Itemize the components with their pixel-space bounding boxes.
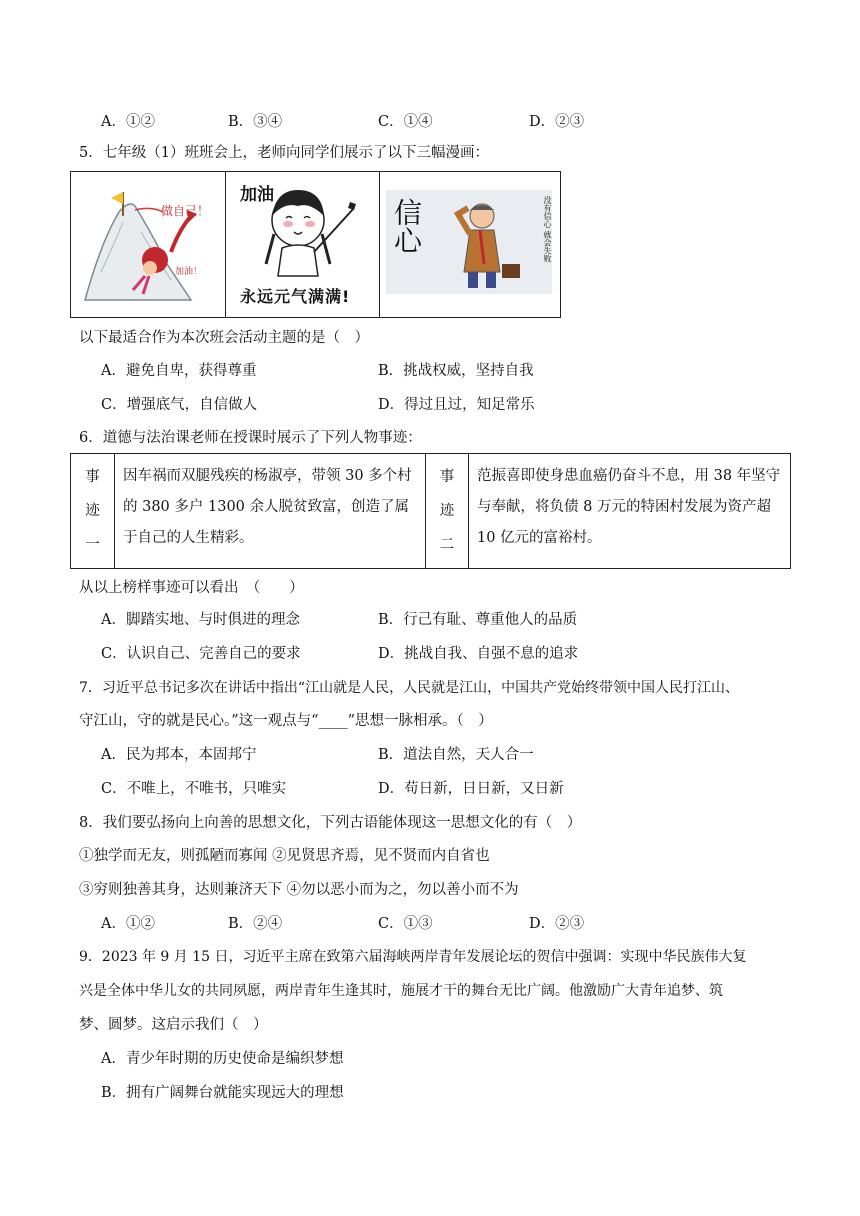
- q5-option-c: C．增强底气，自信做人: [101, 397, 258, 413]
- q7-stem-line2: 守江山，守的就是民心。”这一观点与“____”思想一脉相承。（ ）: [79, 713, 493, 729]
- q5-option-a: A．避免自卑，获得尊重: [101, 363, 257, 379]
- q6-option-b: B．行己有耻、尊重他人的品质: [378, 612, 578, 628]
- q6-option-c: C．认识自己、完善自己的要求: [101, 646, 301, 662]
- mountain-climber-illustration: [71, 172, 225, 316]
- q5-option-d: D．得过且过，知足常乐: [378, 397, 535, 413]
- q6-option-d: D．挑战自我、自强不息的追求: [378, 646, 579, 662]
- q4-option-d: D．②③: [529, 114, 585, 130]
- q6-stem: 6．道德与法治课老师在授课时展示了下列人物事迹：: [79, 430, 422, 446]
- q8-line2: ③穷则独善其身，达则兼济天下 ④勿以恶小而为之，勿以善小而不为: [79, 882, 519, 898]
- comic-cheering-girl: [225, 172, 379, 317]
- q5-option-b: B．挑战权威，坚持自我: [378, 363, 534, 379]
- q7-stem-line1: 7．习近平总书记多次在讲话中指出“江山就是人民，人民就是江山，中国共产党始终带领中国人民打江山、: [79, 680, 740, 696]
- q5-stem: 5．七年级（1）班班会上，老师向同学们展示了以下三幅漫画：: [79, 145, 489, 161]
- q9-stem-line3: 梦、圆梦。这启示我们（ ）: [79, 1017, 268, 1033]
- story2-text: 范振喜即使身患血癌仍奋斗不息，用 38 年坚守与奉献，将负债 8 万元的特困村发展为资产超 10 亿元的富裕村。: [468, 454, 789, 568]
- comic-climbing: [71, 172, 225, 317]
- q9-option-b: B．拥有广阔舞台就能实现远大的理想: [101, 1085, 344, 1101]
- q8-option-d: D．②③: [529, 916, 585, 932]
- q8-line1: ①独学而无友，则孤陋而寡闻 ②见贤思齐焉，见不贤而内自省也: [79, 848, 490, 864]
- story1-text: 因车祸而双腿残疾的杨淑亭，带领 30 多个村的 380 多户 1300 余人脱贫致富，创造了属于自己的人生精彩。: [114, 454, 425, 568]
- q7-option-c: C．不唯上，不唯书，只唯实: [101, 781, 287, 797]
- q6-option-a: A．脚踏实地、与时俱进的理念: [101, 612, 300, 628]
- comic1-small-text: 加油！: [175, 267, 203, 277]
- q9-stem-line2: 兴是全体中华儿女的共同夙愿，两岸青年生逢其时，施展才干的舞台无比广阔。他激励广大青年追梦、筑: [79, 983, 723, 999]
- q4-option-c: C．①④: [378, 114, 433, 130]
- story1-label: 事 迹 一: [85, 469, 100, 553]
- q4-option-b: B．③④: [228, 114, 283, 130]
- comic-confidence: [379, 172, 559, 317]
- q7-option-b: B．道法自然，天人合一: [378, 747, 534, 763]
- story2-label: 事 迹 二: [425, 454, 468, 568]
- q8-stem: 8．我们要弘扬向上向善的思想文化，下列古语能体现这一思想文化的有（ ）: [79, 815, 582, 831]
- q7-option-d: D．苟日新，日日新，又日新: [378, 781, 564, 797]
- comic1-flag-text: 做自己！: [161, 204, 210, 218]
- q5-question: 以下最适合作为本次班会活动主题的是（ ）: [79, 330, 369, 346]
- q7-option-a: A．民为邦本，本固邦宁: [101, 747, 257, 763]
- q9-stem-line1: 9．2023 年 9 月 15 日，习近平主席在致第六届海峡两岸青年发展论坛的贺信中强调：实现中华民族伟大复: [79, 949, 747, 965]
- q8-option-a: A．①②: [101, 916, 155, 932]
- comic3-big-text: 信心: [390, 198, 423, 254]
- q8-option-b: B．②④: [228, 916, 283, 932]
- q8-option-c: C．①③: [378, 916, 433, 932]
- comic-table: [70, 171, 561, 318]
- comic2-caption: 永远元气满满!: [240, 287, 351, 306]
- story-table: [70, 453, 791, 569]
- q4-option-a: A．①②: [101, 114, 155, 130]
- q9-option-a: A．青少年时期的历史使命是编织梦想: [101, 1051, 344, 1067]
- comic3-vertical-text: 没有信心 就会失败: [543, 196, 552, 263]
- q6-question: 从以上榜样事迹可以看出 （ ）: [79, 580, 304, 596]
- man-saluting-illustration: [440, 194, 530, 294]
- comic2-top-text: 加油: [240, 185, 274, 205]
